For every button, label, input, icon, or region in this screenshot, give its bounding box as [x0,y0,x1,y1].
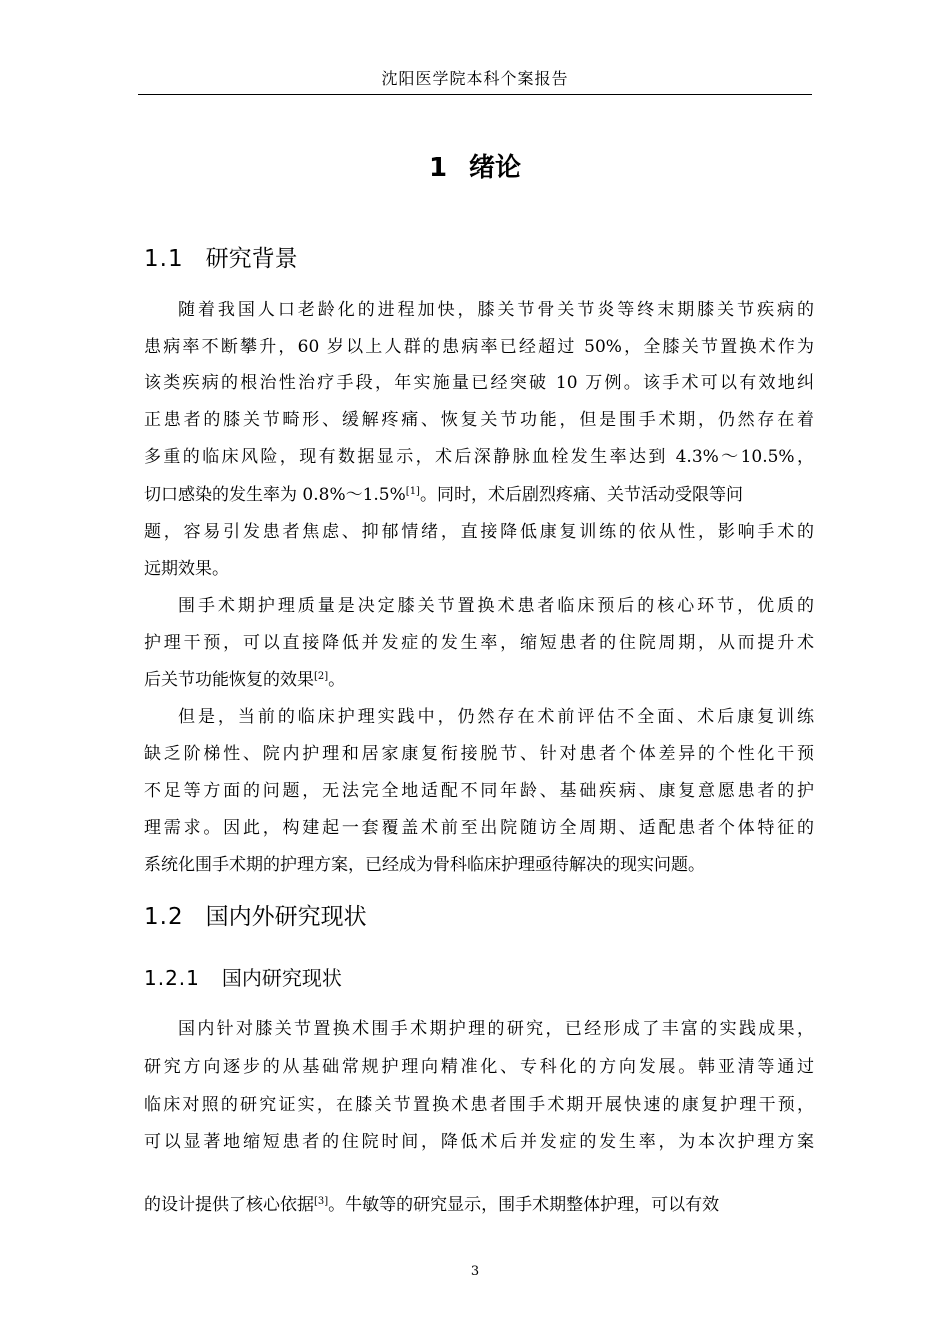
page-number: 3 [470,1264,480,1279]
paragraph-line: 临床对照的研究证实，在膝关节置换术患者围手术期开展快速的康复护理干预， [144,1095,814,1115]
paragraph-line-with-citation [144,668,814,692]
section-heading-1-2 [144,900,367,934]
citation-ref: [2] [314,671,329,682]
chapter-number: 1 [428,153,448,183]
citation-ref: [3] [314,1196,329,1207]
paragraph-line: 患病率不断攀升，60 岁以上人群的患病率已经超过 50%，全膝关节置换术作为 [144,337,814,357]
paragraph-line: 远期效果。 [144,559,229,579]
paragraph-line: 系统化围手术期的护理方案，已经成为骨科临床护理亟待解决的现实问题。 [144,855,705,875]
chapter-title [138,148,812,188]
paragraph-line: 围手术期护理质量是决定膝关节置换术患者临床预后的核心环节，优质的 [178,596,814,616]
text-run: 。牛敏等的研究显示，围手术期整体护理，可以有效 [328,1195,720,1215]
paragraph-line: 题，容易引发患者焦虑、抑郁情绪，直接降低康复训练的依从性，影响手术的 [144,522,814,542]
subsection-title: 国内研究现状 [221,966,342,990]
section-heading-1-1 [144,242,298,276]
text-run: 。同时，术后剧烈疼痛、关节活动受限等问 [419,485,743,505]
text-run: 的设计提供了核心依据 [144,1195,314,1215]
paragraph-line: 该类疾病的根治性治疗手段，年实施量已经突破 10 万例。该手术可以有效地纠 [144,373,814,393]
section-title: 研究背景 [205,246,298,272]
subsection-number: 1.2.1 [144,966,200,990]
paragraph-line: 研究方向逐步的从基础常规护理向精准化、专科化的方向发展。韩亚清等通过 [144,1057,814,1077]
paragraph-line: 护理干预，可以直接降低并发症的发生率，缩短患者的住院周期，从而提升术 [144,633,814,653]
paragraph-line: 可以显著地缩短患者的住院时间，降低术后并发症的发生率，为本次护理方案 [144,1132,814,1152]
header-rule [138,94,812,95]
paragraph-line-with-citation [144,1193,814,1217]
paragraph-line: 不足等方面的问题，无法完全地适配不同年龄、基础疾病、康复意愿患者的护 [144,781,814,801]
paragraph-line: 多重的临床风险，现有数据显示，术后深静脉血栓发生率达到 4.3%～10.5%， [144,447,814,467]
section-title: 国内外研究现状 [205,904,367,930]
paragraph-line: 随着我国人口老龄化的进程加快，膝关节骨关节炎等终末期膝关节疾病的 [178,300,814,320]
chapter-name: 绪论 [469,153,522,183]
text-run: 切口感染的发生率为 0.8%～1.5% [144,485,406,505]
subsection-heading-1-2-1 [144,962,342,994]
section-number: 1.2 [144,904,184,930]
paragraph-line: 正患者的膝关节畸形、缓解疼痛、恢复关节功能，但是围手术期，仍然存在着 [144,410,814,430]
text-run: 。 [328,670,346,690]
section-number: 1.1 [144,246,184,272]
paragraph-line-with-citation [144,483,814,507]
paragraph-line: 但是，当前的临床护理实践中，仍然存在术前评估不全面、术后康复训练 [178,707,814,727]
text-run: 后关节功能恢复的效果 [144,670,314,690]
paragraph-line: 缺乏阶梯性、院内护理和居家康复衔接脱节、针对患者个体差异的个性化干预 [144,744,814,764]
running-header: 沈阳医学院本科个案报告 [381,69,569,88]
paragraph-line: 理需求。因此，构建起一套覆盖术前至出院随访全周期、适配患者个体特征的 [144,818,814,838]
paragraph-line: 国内针对膝关节置换术围手术期护理的研究，已经形成了丰富的实践成果， [178,1019,814,1039]
citation-ref: [1] [405,486,420,497]
